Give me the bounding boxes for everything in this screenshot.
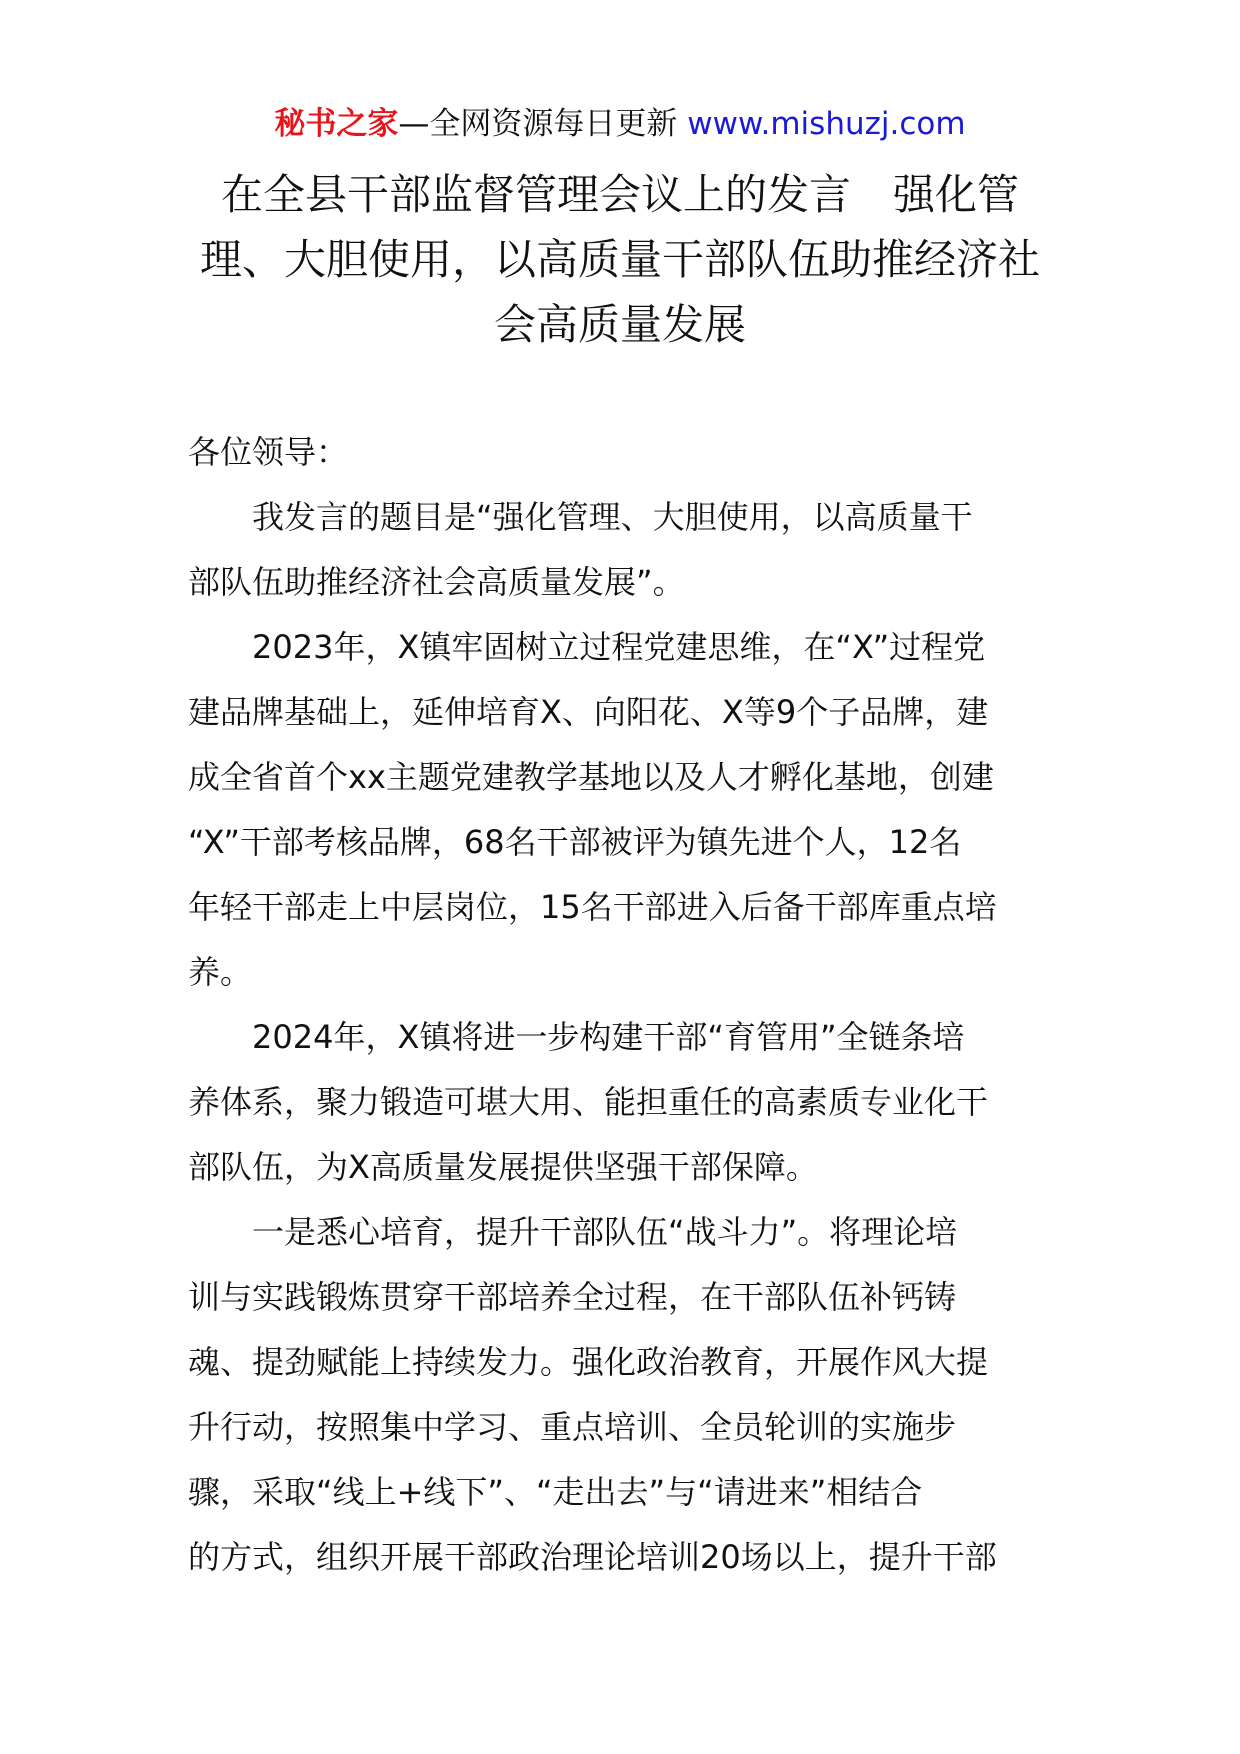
text-line: 的方式，组织开展干部政治理论培训20场以上，提升干部 — [188, 1538, 997, 1576]
title-line: 在全县干部监督管理会议上的发言 强化管 — [220, 170, 1019, 219]
text-line: 我发言的题目是“强化管理、大胆使用，以高质量干 — [252, 498, 973, 536]
paragraph-2023 — [188, 615, 1058, 1005]
document-title — [190, 162, 1050, 357]
text-line: 养。 — [188, 953, 253, 991]
text-line: 建品牌基础上，延伸培育X、向阳花、X等9个子品牌，建 — [188, 693, 989, 731]
text-line: 2024年，X镇将进一步构建干部“育管用”全链条培 — [252, 1018, 965, 1056]
site-url-link[interactable]: www.mishuzj.com — [687, 106, 966, 142]
text-line: 年轻干部走上中层岗位，15名干部进入后备干部库重点培 — [188, 888, 997, 926]
text-line: 训与实践锻炼贯穿干部培养全过程，在干部队伍补钙铸 — [188, 1278, 957, 1316]
text-line: 升行动，按照集中学习、重点培训、全员轮训的实施步 — [188, 1408, 957, 1446]
site-header — [0, 102, 1240, 146]
title-line: 会高质量发展 — [493, 300, 746, 349]
text-line: 骤，采取“线上+线下”、“走出去”与“请进来”相结合 — [188, 1473, 923, 1511]
text-line: 魂、提劲赋能上持续发力。强化政治教育，开展作风大提 — [188, 1343, 989, 1381]
paragraph-2024 — [188, 1005, 1058, 1200]
site-tagline: —全网资源每日更新 — [398, 106, 678, 142]
text-line: 成全省首个xx主题党建教学基地以及人才孵化基地，创建 — [188, 758, 994, 796]
text-line: 一是悉心培育，提升干部队伍“战斗力”。将理论培 — [252, 1213, 958, 1251]
site-brand: 秘书之家 — [274, 106, 399, 142]
paragraph-topic — [188, 485, 1058, 615]
text-line: “X”干部考核品牌，68名干部被评为镇先进个人，12名 — [188, 823, 962, 861]
text-line: 2023年，X镇牢固树立过程党建思维，在“X”过程党 — [252, 628, 986, 666]
salutation: 各位领导： — [188, 433, 349, 471]
title-line: 理、大胆使用，以高质量干部队伍助推经济社 — [199, 235, 1040, 284]
text-line: 部队伍助推经济社会高质量发展”。 — [188, 563, 685, 601]
document-body — [188, 420, 1058, 1590]
text-line: 部队伍，为X高质量发展提供坚强干部保障。 — [188, 1148, 818, 1186]
text-line: 养体系，聚力锻造可堪大用、能担重任的高素质专业化干 — [188, 1083, 989, 1121]
paragraph-point-one — [188, 1200, 1058, 1590]
